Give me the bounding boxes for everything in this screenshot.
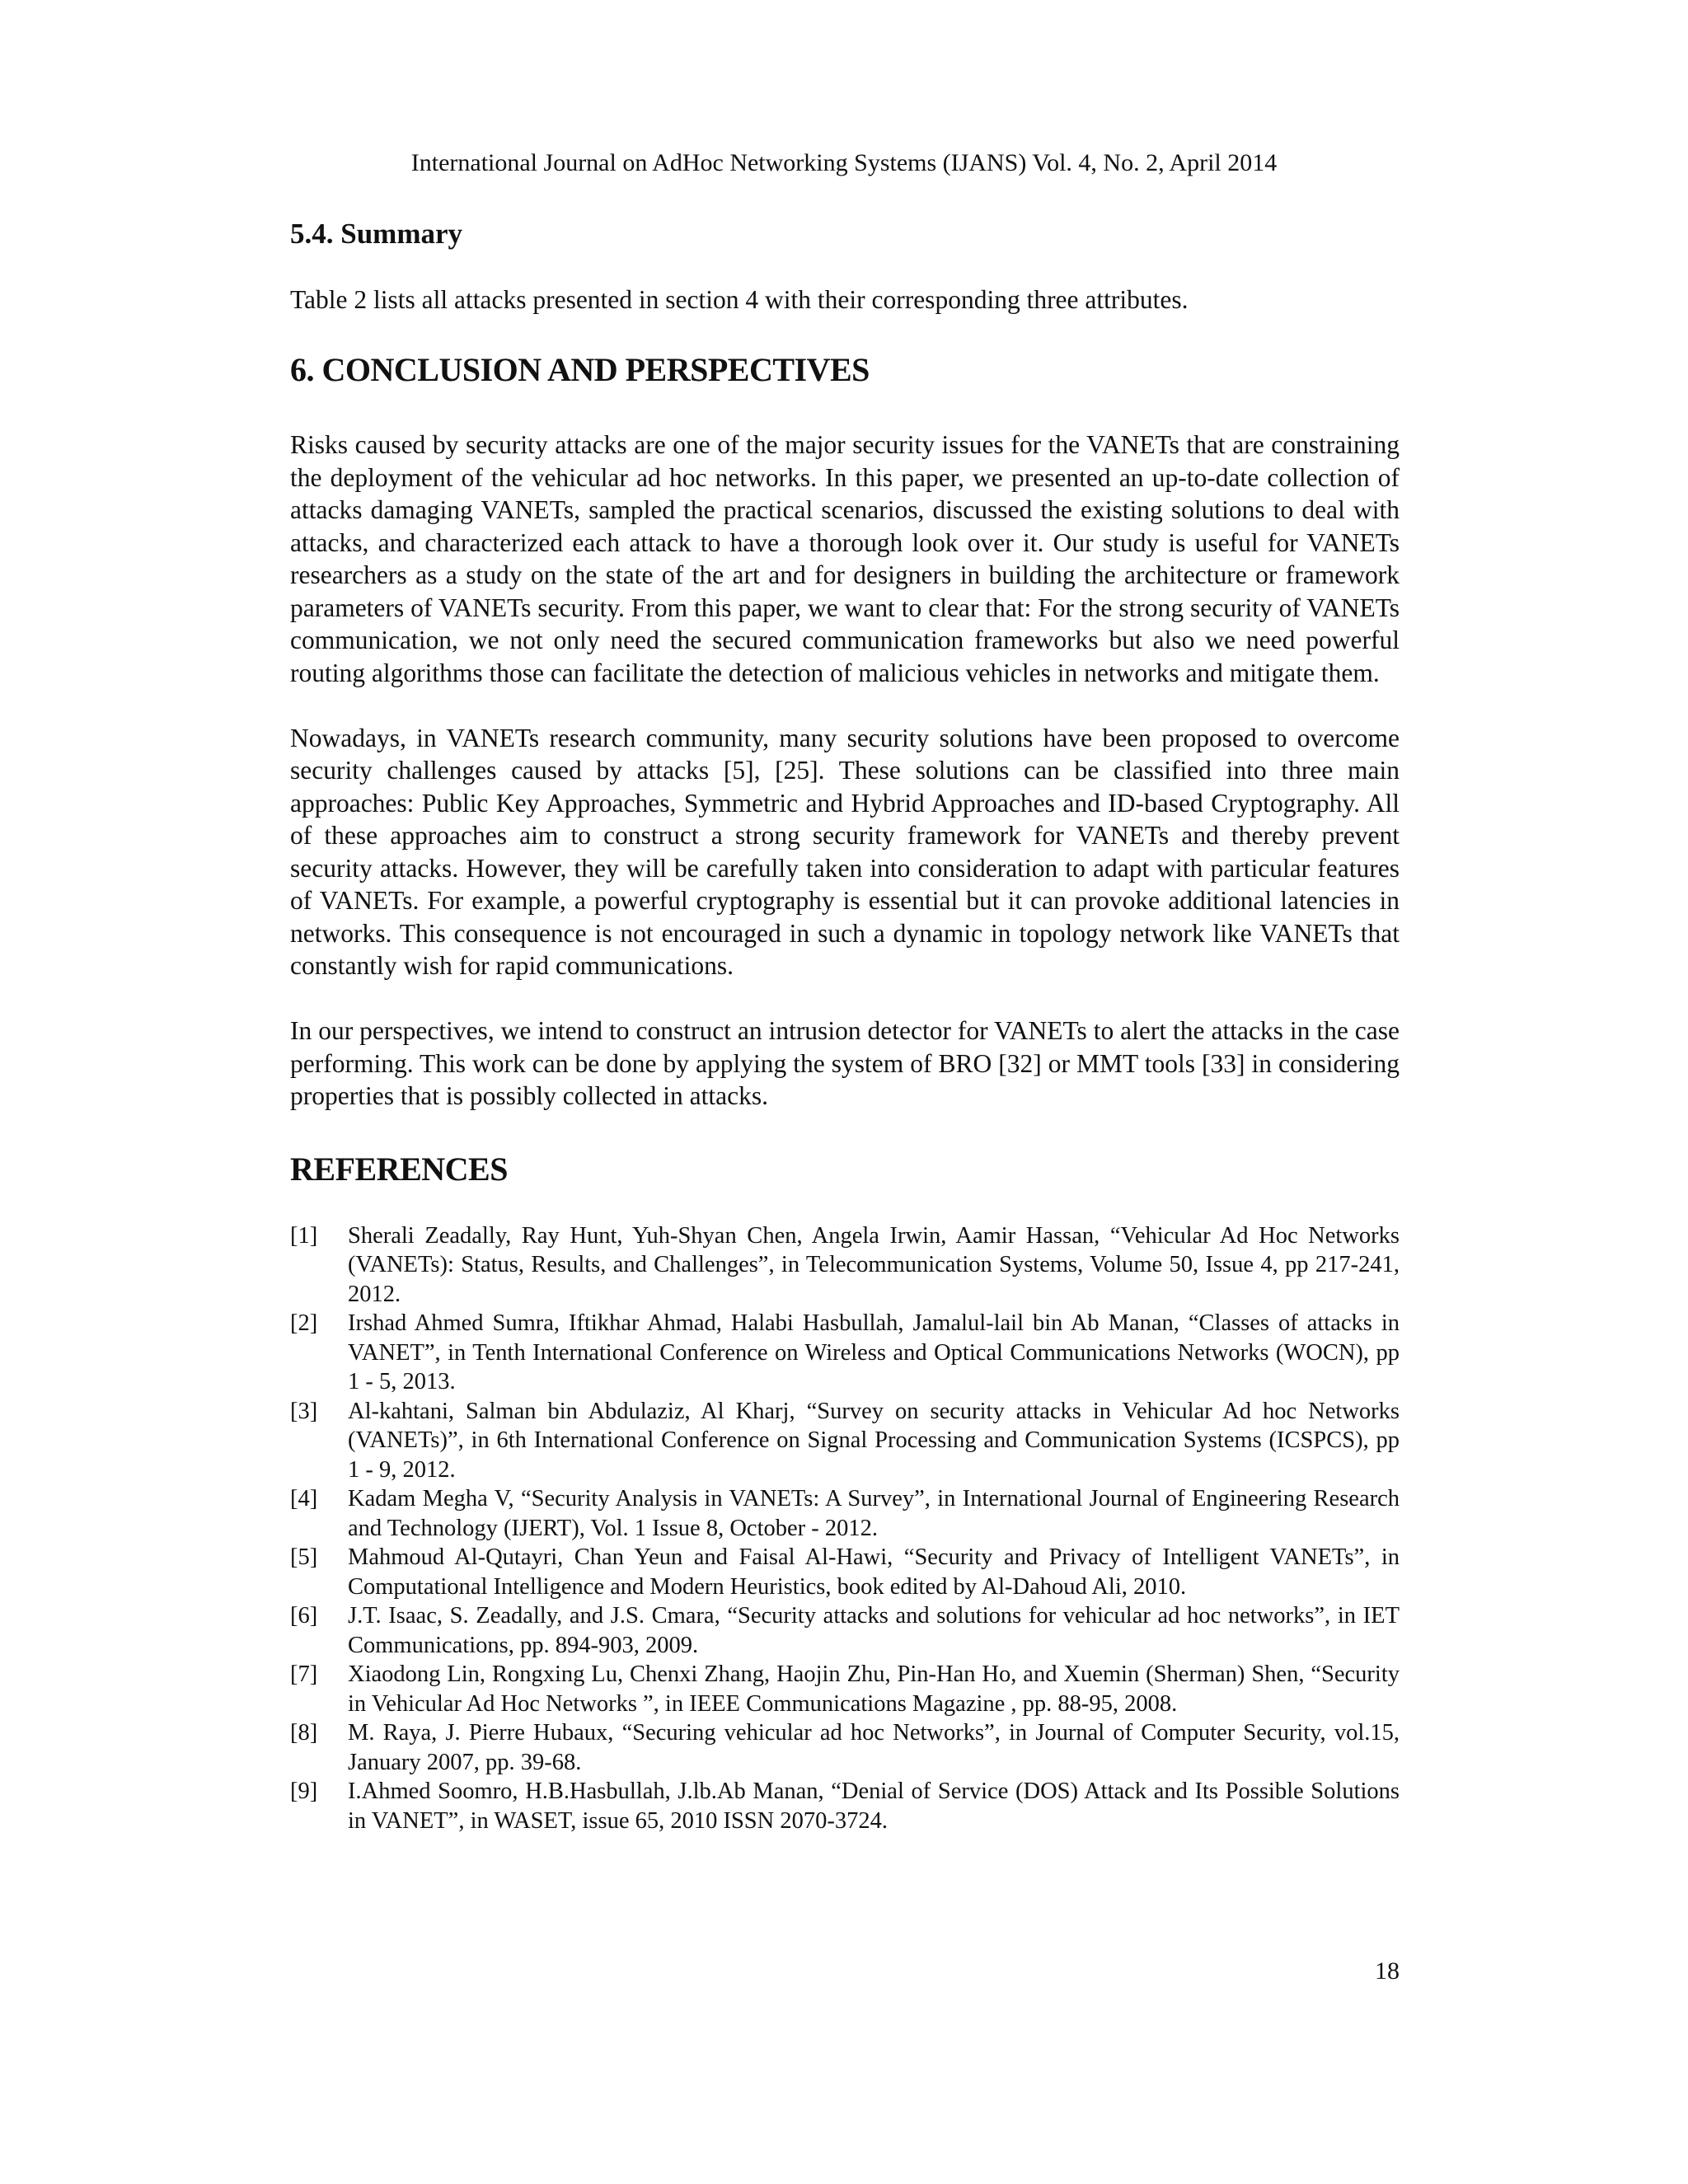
reference-number: [7] (290, 1661, 318, 1687)
reference-item (290, 1484, 1400, 1543)
reference-number: [1] (290, 1222, 318, 1249)
reference-text: I.Ahmed Soomro, H.B.Hasbullah, J.lb.Ab Manan, “Denial of Service (DOS) Attack and Its Possible Solutions in VANET”, in WASET, issue 65, 2010 ISSN 2070-3724. (348, 1779, 1400, 1834)
reference-text: M. Raya, J. Pierre Hubaux, “Securing vehicular ad hoc Networks”, in Journal of Computer Security, vol.15, January 2007, pp. 39-68. (348, 1720, 1400, 1775)
conclusion-heading: 6. CONCLUSION AND PERSPECTIVES (290, 351, 870, 388)
summary-heading: 5.4. Summary (290, 218, 463, 250)
reference-text: J.T. Isaac, S. Zeadally, and J.S. Cmara, “Security attacks and solutions for vehicular ad hoc networks”, in IET Communications, pp. 894-903, 2009. (348, 1603, 1400, 1658)
reference-text: Mahmoud Al-Qutayri, Chan Yeun and Faisal Al-Hawi, “Security and Privacy of Intelligent VANETs”, in Computational Intelligence and Modern Heuristics, book edited by Al-Dahoud Ali, 2010. (348, 1544, 1400, 1600)
reference-text: Xiaodong Lin, Rongxing Lu, Chenxi Zhang, Haojin Zhu, Pin-Han Ho, and Xuemin (Sherman) Shen, “Security in Vehicular Ad Hoc Networks ”, in IEEE Communications Magazine , pp. 88-95, 2008. (348, 1661, 1400, 1717)
reference-item (290, 1718, 1400, 1777)
reference-text: Kadam Megha V, “Security Analysis in VANETs: A Survey”, in International Journal of Engineering Research and Technology (IJERT), Vol. 1 Issue 8, October - 2012. (348, 1486, 1400, 1541)
reference-number: [3] (290, 1398, 318, 1424)
reference-item (290, 1601, 1400, 1660)
reference-number: [8] (290, 1720, 318, 1746)
reference-item (290, 1777, 1400, 1835)
reference-number: [4] (290, 1486, 318, 1511)
reference-item (290, 1397, 1400, 1485)
reference-item (290, 1221, 1400, 1310)
reference-item (290, 1543, 1400, 1601)
reference-number: [5] (290, 1544, 318, 1570)
summary-text: Table 2 lists all attacks presented in section 4 with their corresponding three attributes. (290, 285, 1189, 314)
references-heading: REFERENCES (290, 1150, 508, 1188)
conclusion-paragraph-2: Nowadays, in VANETs research community, many security solutions have been proposed to overcome security challenges caused by attacks [5], [25]. These solutions can be classified into three main approaches: Public Key Approaches, Symmetric and Hybrid Approaches and ID-based Cryptography. All of these approaches aim to construct a strong security framework for VANETs and thereby prevent security attacks. However, they will be carefully taken into consideration to adapt with particular features of VANETs. For example, a powerful cryptography is essential but it can provoke additional latencies in networks. This consequence is not encouraged in such a dynamic in topology network like VANETs that constantly wish for rapid communications. (290, 723, 1400, 980)
references-list (290, 1221, 1400, 1836)
reference-number: [6] (290, 1603, 318, 1629)
conclusion-paragraph-1: Risks caused by security attacks are one of the major security issues for the VANETs that are constraining the deployment of the vehicular ad hoc networks. In this paper, we presented an up-to-date collection of attacks damaging VANETs, sampled the practical scenarios, discussed the existing solutions to deal with attacks, and characterized each attack to have a thorough look over it. Our study is useful for VANETs researchers as a study on the state of the art and for designers in building the architecture or framework parameters of VANETs security. From this paper, we want to clear that: For the strong security of VANETs communication, we not only need the secured communication frameworks but also we need powerful routing algorithms those can facilitate the detection of malicious vehicles in networks and mitigate them. (290, 430, 1400, 687)
reference-number: [9] (290, 1779, 318, 1804)
running-header: International Journal on AdHoc Networking Systems (IJANS) Vol. 4, No. 2, April 2014 (410, 149, 1278, 176)
conclusion-paragraph-3: In our perspectives, we intend to construct an intrusion detector for VANETs to alert the attacks in the case performing. This work can be done by applying the system of BRO [32] or MMT tools [33] in considering properties that is possibly collected in attacks. (290, 1016, 1400, 1110)
reference-text: Irshad Ahmed Sumra, Iftikhar Ahmad, Halabi Hasbullah, Jamalul-lail bin Ab Manan, “Classes of attacks in VANET”, in Tenth International Conference on Wireless and Optical Communications Networks (WOCN), pp 1 - 5, 2013. (348, 1310, 1400, 1394)
page-number: 18 (1375, 1957, 1400, 1985)
reference-text: Al-kahtani, Salman bin Abdulaziz, Al Kharj, “Survey on security attacks in Vehicular Ad hoc Networks (VANETs)”, in 6th International Conference on Signal Processing and Communication Systems (ICSPCS), pp 1 - 9, 2012. (348, 1398, 1400, 1483)
reference-item (290, 1309, 1400, 1397)
page-content (290, 216, 1400, 1835)
reference-text: Sherali Zeadally, Ray Hunt, Yuh-Shyan Chen, Angela Irwin, Aamir Hassan, “Vehicular Ad Hoc Networks (VANETs): Status, Results, and Challenges”, in Telecommunication Systems, Volume 50, Issue 4, pp 217-241, 2012. (348, 1222, 1400, 1307)
reference-item (290, 1660, 1400, 1718)
reference-number: [2] (290, 1310, 318, 1336)
